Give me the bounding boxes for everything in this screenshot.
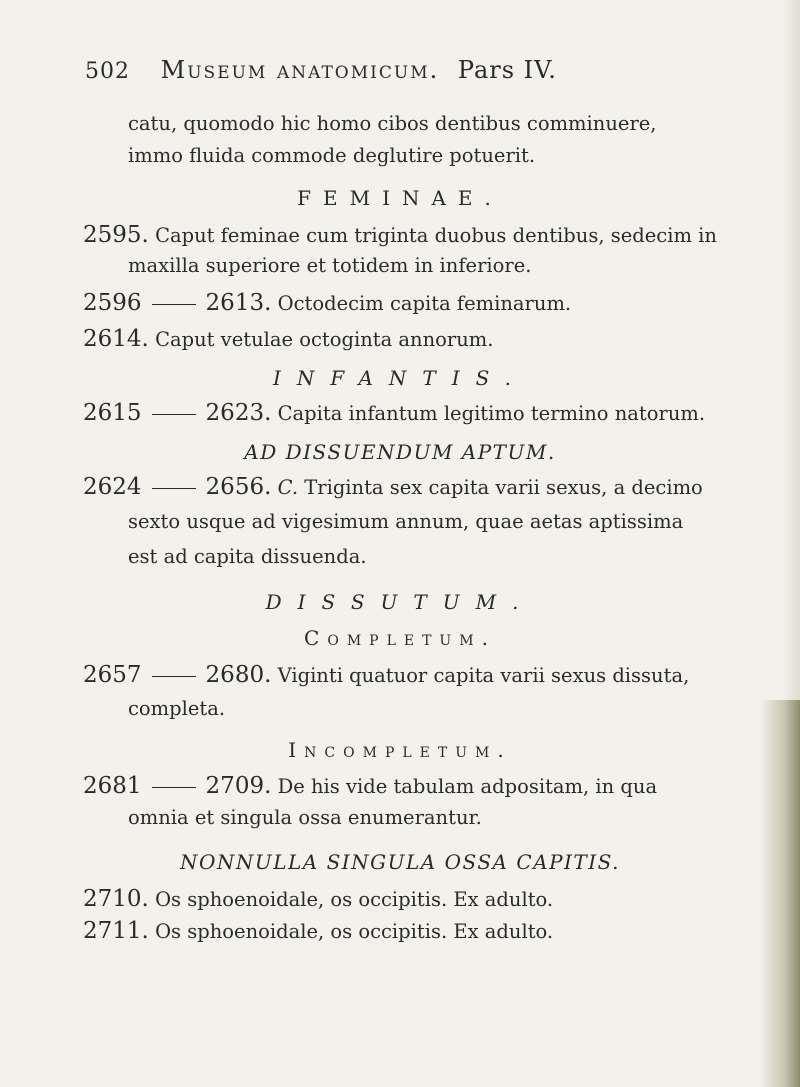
- text-line: est ad capita dissuenda.: [128, 545, 367, 568]
- entry-number-end: 2613.: [205, 290, 272, 316]
- catalog-entry: [83, 400, 705, 428]
- catalog-entry: [83, 290, 571, 318]
- subheading-incompletum: Incompletum.: [288, 738, 512, 762]
- entry-number: 2596: [83, 290, 142, 316]
- entry-number: 2595.: [83, 222, 149, 248]
- catalog-entry: [83, 773, 657, 801]
- catalog-entry: [83, 662, 689, 690]
- entry-text: De his vide tabulam adpositam, in qua: [277, 775, 658, 798]
- entry-number: 2657: [83, 662, 142, 688]
- text-line: maxilla superiore et totidem in inferiore.: [128, 254, 532, 277]
- catalog-entry: [83, 222, 717, 250]
- entry-number: 2615: [83, 400, 142, 426]
- catalog-entry: [83, 326, 493, 354]
- text-line: omnia et singula ossa enumerantur.: [128, 806, 482, 829]
- section-heading-nonnulla: NONNULLA SINGULA OSSA CAPITIS.: [179, 850, 621, 874]
- entry-text: Os sphoenoidale, os occipitis. Ex adulto.: [155, 920, 554, 943]
- range-dash: [152, 488, 196, 489]
- entry-text: Os sphoenoidale, os occipitis. Ex adulto.: [155, 888, 554, 911]
- entry-number: 2711.: [83, 918, 149, 944]
- text-line: completa.: [128, 697, 226, 720]
- section-heading-feminae: FEMINAE.: [297, 186, 503, 210]
- part-label: Pars IV.: [457, 56, 557, 84]
- text-line: catu, quomodo hic homo cibos dentibus comminuere,: [128, 112, 657, 135]
- text-line: immo fluida commode deglutire potuerit.: [128, 144, 536, 167]
- catalog-entry: [83, 886, 553, 914]
- running-header: [85, 56, 705, 84]
- entry-text: Capita infantum legitimo termino natorum.: [277, 402, 706, 425]
- section-heading-ad-dissuendum: AD DISSUENDUM APTUM.: [244, 440, 556, 464]
- entry-text: Triginta sex capita varii sexus, a decimo: [304, 476, 703, 499]
- running-title: Museum anatomicum.: [160, 56, 440, 84]
- catalog-entry: [83, 474, 703, 502]
- entry-number: 2681: [83, 773, 142, 799]
- entry-number-end: 2709.: [205, 773, 272, 799]
- entry-text: Octodecim capita feminarum.: [277, 292, 572, 315]
- entry-number: 2624: [83, 474, 142, 500]
- entry-text: Caput vetulae octoginta annorum.: [155, 328, 494, 351]
- section-heading-dissutum: DISSUTUM.: [265, 590, 535, 614]
- page-number: 502: [85, 59, 130, 84]
- section-heading-infantis: INFANTIS.: [272, 366, 528, 390]
- entry-number: 2710.: [83, 886, 149, 912]
- range-dash: [152, 787, 196, 788]
- entry-number: 2614.: [83, 326, 149, 352]
- text-line: sexto usque ad vigesimum annum, quae aetas aptissima: [128, 510, 684, 533]
- entry-number-end: 2656.: [205, 474, 272, 500]
- entry-mark: C.: [277, 476, 299, 499]
- range-dash: [152, 304, 196, 305]
- range-dash: [152, 676, 196, 677]
- entry-text: Viginti quatuor capita varii sexus dissuta,: [277, 664, 690, 687]
- subheading-completum: Completum.: [304, 626, 496, 650]
- page-edge-stain: [760, 700, 800, 1087]
- range-dash: [152, 414, 196, 415]
- entry-text: Caput feminae cum triginta duobus dentibus, sedecim in: [155, 224, 717, 247]
- catalog-entry: [83, 918, 553, 946]
- entry-number-end: 2623.: [205, 400, 272, 426]
- entry-number-end: 2680.: [205, 662, 272, 688]
